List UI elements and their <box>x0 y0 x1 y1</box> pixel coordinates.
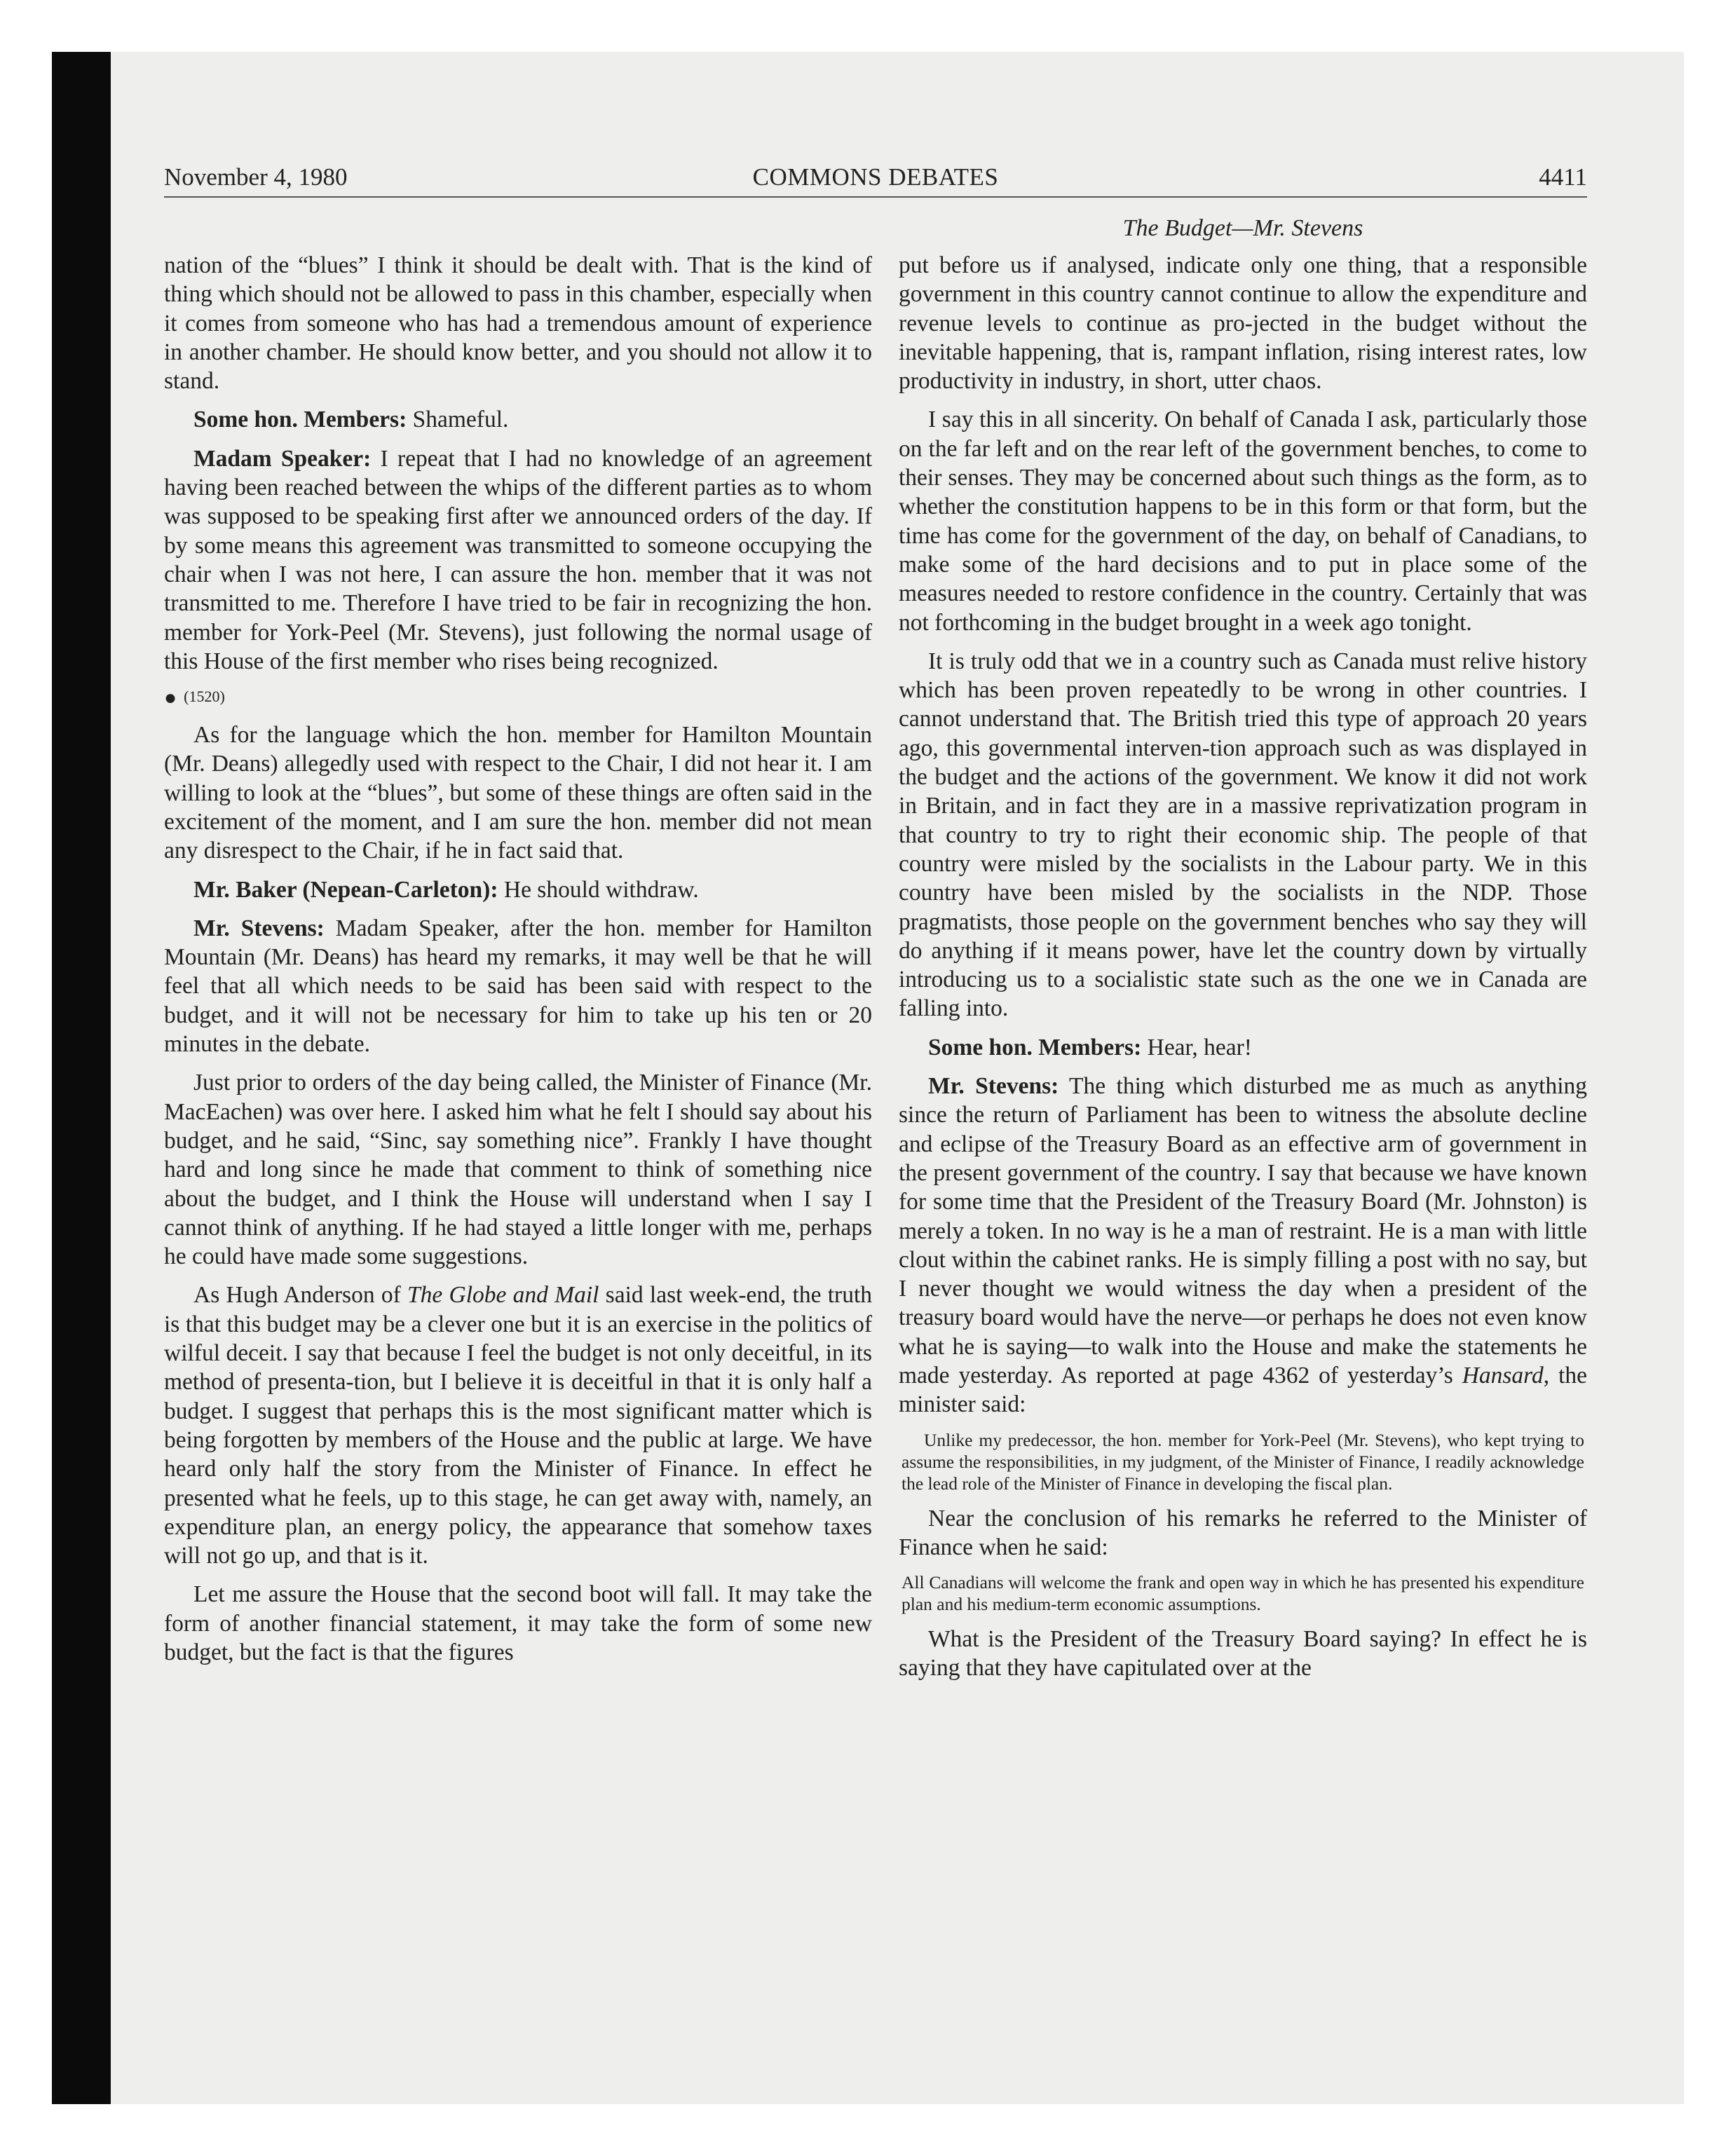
speech-paragraph <box>164 875 872 904</box>
speaker-name: Mr. Baker (Nepean-Carleton): <box>193 876 498 903</box>
time-text: (1520) <box>184 688 225 706</box>
speech-paragraph <box>164 444 872 676</box>
speech-paragraph <box>164 405 872 434</box>
page-number: 4411 <box>1539 163 1587 191</box>
publication-title: The Globe and Mail <box>407 1282 599 1309</box>
bullet-icon: ● <box>164 686 177 710</box>
speech-text: He should withdraw. <box>498 876 699 903</box>
paragraph: nation of the “blues” I think it should be dealt with. That is the kind of thing which should not be allowed to pass in this chamber, especially when it comes from someone who has had a tremendous amount of experience in another chamber. He should know better, and you should not allow it to stand. <box>164 252 872 395</box>
paragraph <box>164 1281 872 1570</box>
text-run: , the minister said: <box>899 1362 1587 1418</box>
speaker-name: Mr. Stevens: <box>193 915 325 941</box>
speech-text: Hear, hear! <box>1141 1034 1252 1060</box>
speech-text: The thing which disturbed me as much as anything since the return of Parliament has been to witness the absolute decline and eclipse of the Treasury Board as an effective arm of government in the present government of the country. I say that because we have known for some time that the President of the Treasury Board (Mr. Johnston) is merely a token. In no way is he a man of restraint. He is a man with little clout within the cabinet ranks. He is simply filling a post with no say, but I never thought we would witness the day when a president of the treasury board would have the nerve—or perhaps he does not even know what he is saying—to walk into the House and make the statements he made yesterday. As reported at page 4362 of yesterday’s <box>899 1073 1587 1389</box>
paragraph: It is truly odd that we in a country such as Canada must relive history which has been proven repeatedly to be wrong in other countries. I cannot understand that. The British tried this type of approach 20 years ago, this governmental interven-tion approach such as was displayed in the budget and the actions of the government. We know it did not work in Britain, and in fact they are in a massive reprivatization program in that country to try to right their economic ship. The people of that country were misled by the socialists in the Labour party. We in this country have been misled by the socialists in the NDP. Those pragmatists, those people on the government benches who say they will do anything if it means power, have let the country down by virtually introducing us to a socialistic state such as the one we in Canada are falling into. <box>899 648 1587 1022</box>
paragraph: put before us if analysed, indicate only one thing, that a responsible government in this country cannot continue to allow the expenditure and revenue levels to continue as pro-jected in the budget without the inevitable happening, that is, rampant inflation, rising interest rates, low productivity in industry, in short, utter chaos. <box>899 252 1587 395</box>
text-run: As Hugh Anderson of <box>193 1282 408 1309</box>
block-quote: Unlike my predecessor, the hon. member for York-Peel (Mr. Stevens), who kept trying to assume the responsibilities, in my judgment, of the Minister of Finance, I readily acknowledge the lead role of the Minister of Finance in developing the fiscal plan. <box>901 1429 1584 1494</box>
header-date: November 4, 1980 <box>164 163 348 191</box>
speech-paragraph <box>899 1033 1587 1062</box>
paragraph: Near the conclusion of his remarks he referred to the Minister of Finance when he said: <box>899 1505 1587 1560</box>
speaker-name: Some hon. Members: <box>193 407 407 433</box>
block-quote: All Canadians will welcome the frank and open way in which he has presented his expenditure plan and his medium-term economic assumptions. <box>901 1572 1584 1615</box>
speech-paragraph <box>164 914 872 1058</box>
speech-text: I repeat that I had no knowledge of an agreement having been reached between the whips of the different parties as to whom was supposed to be speaking first after we announced orders of the day. If by some means this agreement was transmitted to someone occupying the chair when I was not here, I can assure the hon. member that it was not transmitted to me. Therefore I have tried to be fair in recognizing the hon. member for York-Peel (Mr. Stevens), just following the normal usage of this House of the first member who rises being recognized. <box>164 445 872 674</box>
left-column <box>164 251 872 1677</box>
right-column <box>899 251 1587 1693</box>
header-rule <box>164 196 1587 198</box>
paragraph: Just prior to orders of the day being called, the Minister of Finance (Mr. MacEachen) was over here. I asked him what he felt I should say about his budget, and he said, “Sinc, say something nice”. Frankly I have thought hard and long since he made that comment to think of something nice about the budget, and I think the House will understand when I say I cannot think of anything. If he had stayed a little longer with me, perhaps he could have made some suggestions. <box>164 1070 872 1270</box>
publication-title: Hansard <box>1462 1362 1544 1389</box>
running-head: The Budget—Mr. Stevens <box>1122 215 1363 241</box>
paragraph: As for the language which the hon. member for Hamilton Mountain (Mr. Deans) allegedly used with respect to the Chair, I did not hear it. I am willing to look at the “blues”, but some of these things are often said in the excitement of the moment, and I am sure the hon. member did not mean any disrespect to the Chair, if he in fact said that. <box>164 722 872 864</box>
page-header <box>164 160 1587 195</box>
speech-text: Madam Speaker, after the hon. member for Hamilton Mountain (Mr. Deans) has heard my remarks, it may well be that he will feel that all which needs to be said has been said with respect to the budget, and it will not be necessary for him to take up his ten or 20 minutes in the debate. <box>164 915 872 1058</box>
speech-paragraph <box>899 1072 1587 1419</box>
header-title: COMMONS DEBATES <box>752 163 999 191</box>
speech-text: Shameful. <box>407 407 509 433</box>
speaker-name: Madam Speaker: <box>193 445 372 472</box>
speaker-name: Mr. Stevens: <box>928 1073 1059 1100</box>
time-marker <box>164 685 872 709</box>
paragraph: I say this in all sincerity. On behalf of Canada I ask, particularly those on the far left and on the rear left of the government benches, to come to their senses. They may be concerned about such things as the form, as to whether the constitution happens to be in this form or that form, but the time has come for the government of the day, on behalf of Canadians, to make some of the hard decisions and to put in place some of the measures needed to restore confidence in the country. Certainly that was not forthcoming in the budget brought in a week ago tonight. <box>899 407 1587 636</box>
scan-edge-bar <box>52 52 111 2104</box>
paragraph: What is the President of the Treasury Board saying? In effect he is saying that they have capitulated over at the <box>899 1626 1587 1681</box>
text-run: said last week-end, the truth is that this budget may be a clever one but it is an exercise in the politics of wilful deceit. I say that because I feel the budget is not only deceitful, in its method of presenta-tion, but I believe it is deceitful in that it is only half a budget. I suggest that perhaps this is the most significant matter which is being forgotten by members of the House and the public at large. We have heard only half the story from the Minister of Finance. In effect he presented what he feels, up to this stage, he can get away with, namely, an expenditure plan, an energy policy, the appearance that somehow taxes will not go up, and that is it. <box>164 1282 873 1569</box>
paragraph: Let me assure the House that the second boot will fall. It may take the form of another financial statement, it may take the form of some new budget, but the fact is that the figures <box>164 1581 872 1666</box>
speaker-name: Some hon. Members: <box>928 1034 1142 1060</box>
